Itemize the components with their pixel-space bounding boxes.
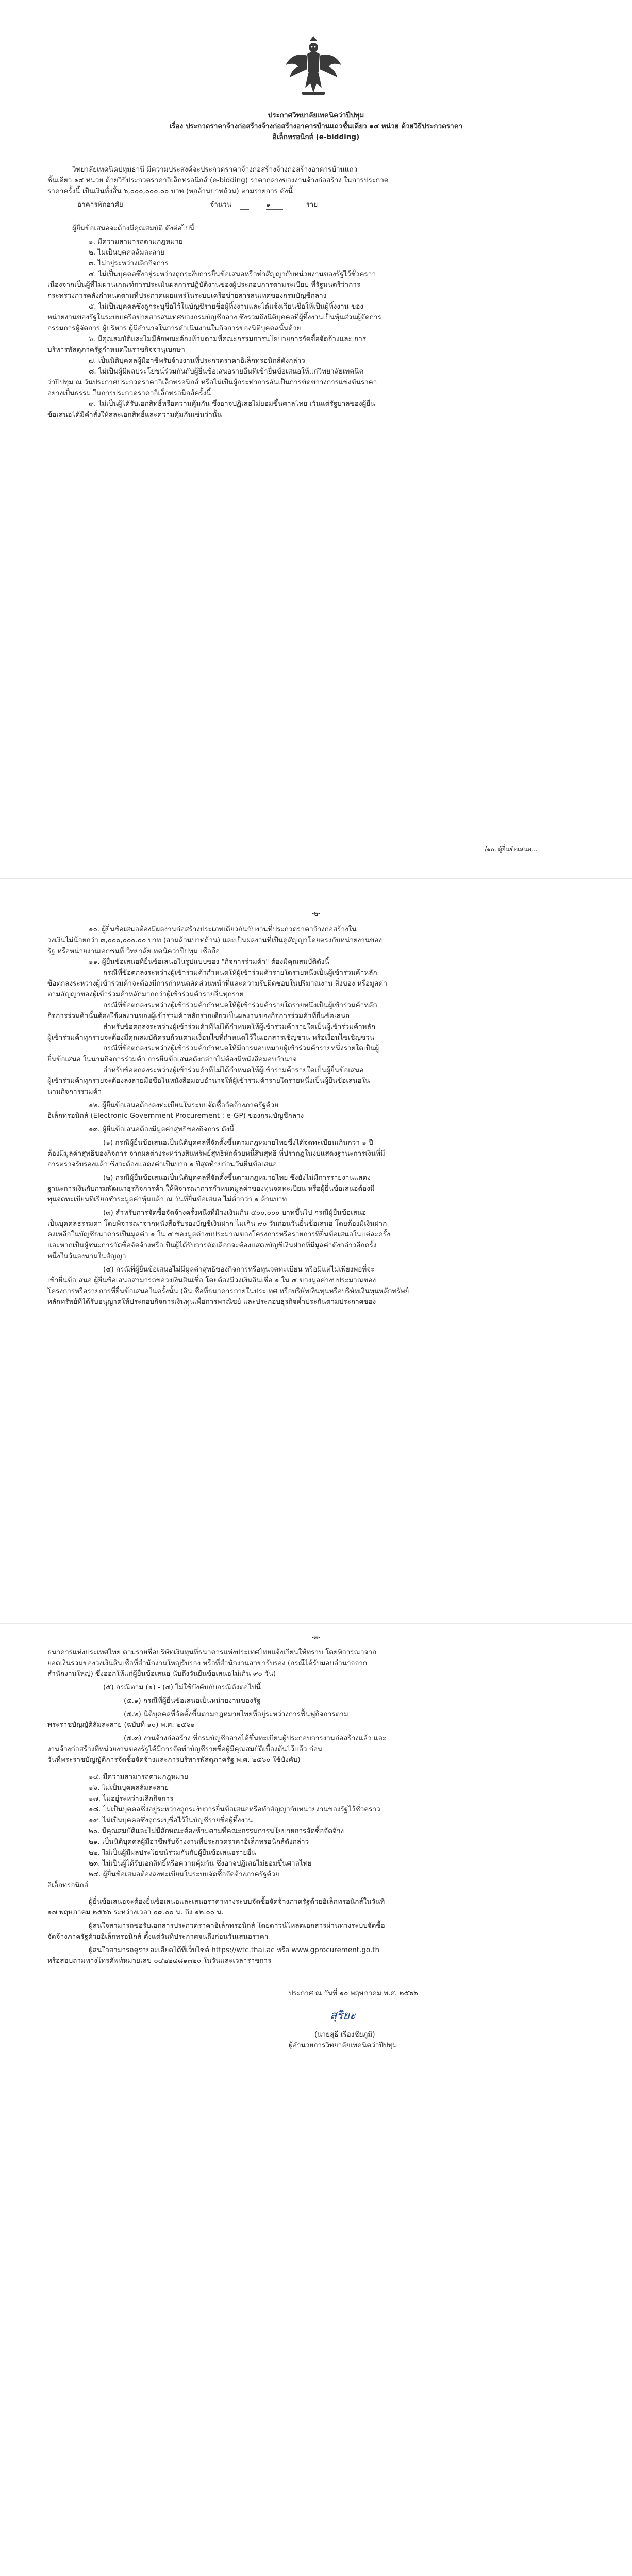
body-line: ยอดเงินรวมของวงเงินสินเชื่อที่สำนักงานใหญ่รับรอง หรือที่สำนักงานสาขารับรอง (กรณีได้รับมอบอำนาจจาก — [47, 1659, 368, 1667]
body-line: นามกิจการร่วมค้า — [47, 1088, 102, 1096]
body-line: วงเงินไม่น้อยกว่า ๓,๐๐๐,๐๐๐.๐๐ บาท (สามล้านบาทถ้วน) และเป็นผลงานที่เป็นคู่สัญญาโดยตรงกับหน่วยงานของ — [47, 936, 382, 944]
qual-line: กระทรวงการคลังกำหนดตามที่ประกาศเผยแพร่ในระบบเครือข่ายสารสนเทศของกรมบัญชีกลาง — [47, 292, 327, 300]
document-page-2 — [0, 894, 632, 1615]
list-line: ๑๗. ไม่อยู่ระหว่างเลิกกิจการ — [89, 1794, 174, 1803]
body-line: ยื่นข้อเสนอ ในนามกิจการร่วมค้า การยื่นข้อเสนอดังกล่าวไม่ต้องมีหนังสือมอบอำนาจ — [47, 1055, 297, 1063]
item-qty-label: จำนวน — [210, 200, 231, 209]
page-separator — [0, 878, 632, 879]
body-line: ธนาคารแห่งประเทศไทย ตามรายชื่อบริษัทเงินทุนที่ธนาคารแห่งประเทศไทยแจ้งเวียนให้ทราบ โดยพิจารณาจาก — [47, 1648, 377, 1656]
list-line: ๑๖. ไม่เป็นบุคคลล้มละลาย — [89, 1784, 169, 1792]
body-line: รัฐ หรือหน่วยงานเอกชนที่ วิทยาลัยเทคนิคว่าปีปทุม เชื่อถือ — [47, 947, 220, 955]
body-line: (๒) กรณีผู้ยื่นข้อเสนอเป็นนิติบุคคลที่จัดตั้งขึ้นตามกฎหมายไทย ซึ่งยังไม่มีการรายงานแสดง — [103, 1174, 371, 1182]
body-line: พระราชบัญญัติล้มละลาย (ฉบับที่ ๑๐) พ.ศ. ๒๕๖๑ — [47, 1721, 195, 1729]
intro-line-2: ชั้นเดียว ๑๔ หน่วย ด้วยวิธีประกวดราคาอิเล็กทรอนิกส์ (e-bidding) ราคากลางของงานจ้างก่อสร้าง ในการประกวด — [47, 176, 389, 184]
body-line: (๕.๓) งานจ้างก่อสร้าง ที่กรมบัญชีกลางได้ขึ้นทะเบียนผู้ประกอบการงานก่อสร้างแล้ว และ — [124, 1734, 387, 1742]
qual-line: อย่างเป็นธรรม ในการประกวดราคาอิเล็กทรอนิกส์ครั้งนี้ — [47, 389, 211, 397]
item-qty: ๑ — [240, 200, 296, 210]
qual-line: ๑. มีความสามารถตามกฎหมาย — [89, 238, 183, 246]
body-line: การตรวจรับรองแล้ว ซึ่งจะต้องแสดงค่าเป็นบวก ๑ ปีสุดท้ายก่อนวันยื่นข้อเสนอ — [47, 1160, 277, 1168]
body-line: (๕.๒) นิติบุคคลที่จัดตั้งขึ้นตามกฎหมายไทยที่อยู่ระหว่างการฟื้นฟูกิจการตาม — [124, 1710, 348, 1718]
qual-line: ว่าปีปทุม ณ วันประกาศประกวดราคาอิเล็กทรอนิกส์ หรือไม่เป็นผู้กระทำการอันเป็นการขัดขวางการแข่งขันราคา — [47, 378, 377, 386]
body-line: (๑) กรณีผู้ยื่นข้อเสนอเป็นนิติบุคคลที่จัดตั้งขึ้นตามกฎหมายไทยซึ่งได้จดทะเบียนเกินกว่า ๑ ปี — [103, 1139, 373, 1147]
intro-line-1: วิทยาลัยเทคนิคปทุมธานี มีความประสงค์จะประกวดราคาจ้างก่อสร้างจ้างก่อสร้างอาคารบ้านแถว — [72, 165, 358, 174]
body-line: ฐานะการเงินกับกรมพัฒนาธุรกิจการค้า ให้พิจารณาการกำหนดมูลค่าของทุนจดทะเบียน หรือผู้ยื่นข้อเสนอต้องมี — [47, 1184, 375, 1193]
document-page-1 — [0, 0, 632, 871]
body-line: (๔) กรณีที่ผู้ยื่นข้อเสนอไม่มีมูลค่าสุทธิของกิจการหรือทุนจดทะเบียน หรือมีแต่ไม่เพียงพอที่จะ — [103, 1265, 375, 1274]
body-line: (๕) กรณีตาม (๑) - (๔) ไม่ใช้บังคับกับกรณีดังต่อไปนี้ — [103, 1683, 261, 1691]
body-line: สำหรับข้อตกลงระหว่างผู้เข้าร่วมค้าที่ไม่ได้กำหนดให้ผู้เข้าร่วมค้ารายใดเป็นผู้เข้าร่วมค้าหลัก — [103, 1023, 376, 1031]
item-row — [77, 200, 318, 210]
body-line: ตามสัญญาของผู้เข้าร่วมค้าหลักมากกว่าผู้เข้าร่วมค้ารายอื่นทุกราย — [47, 990, 244, 998]
qual-line: เนื่องจากเป็นผู้ที่ไม่ผ่านเกณฑ์การประเมินผลการปฏิบัติงานของผู้ประกอบการตามระเบียบ ที่รัฐมนตรีว่าการ — [47, 281, 361, 289]
qual-line: หน่วยงานของรัฐในระบบเครือข่ายสารสนเทศของกรมบัญชีกลาง ซึ่งรวมถึงนิติบุคคลที่ผู้ทิ้งงานเป็นหุ้นส่วนผู้จัดการ — [47, 313, 381, 321]
body-line: ๑๑. ผู้ยื่นข้อเสนอที่ยื่นข้อเสนอในรูปแบบของ "กิจการร่วมค้า" ต้องมีคุณสมบัติดังนี้ — [89, 958, 329, 966]
body-line: (๓) สำหรับการจัดซื้อจัดจ้างครั้งหนึ่งที่มีวงเงินเกิน ๕๐๐,๐๐๐ บาทขึ้นไป กรณีผู้ยื่นข้อเสนอ — [103, 1209, 367, 1217]
page-number: -๒- — [311, 910, 321, 917]
qual-line: ๔. ไม่เป็นบุคคลซึ่งอยู่ระหว่างถูกระงับการยื่นข้อเสนอหรือทำสัญญากับหน่วยงานของรัฐไว้ชั่วคราว — [89, 270, 376, 278]
body-line: เข้ายื่นข้อเสนอ ผู้ยื่นข้อเสนอสามารถขอวงเงินสินเชื่อ โดยต้องมีวงเงินสินเชื่อ ๑ ใน ๔ ของมูลค่างบประมาณของ — [47, 1276, 376, 1284]
item-name: อาคารพักอาศัย — [77, 200, 123, 209]
qual-line: ข้อเสนอได้มีคำสั่งให้สละเอกสิทธิ์และความคุ้มกันเช่นว่านั้น — [47, 411, 222, 419]
qual-line: ๒. ไม่เป็นบุคคลล้มละลาย — [89, 248, 164, 257]
qual-line: ๓. ไม่อยู่ระหว่างเลิกกิจการ — [89, 259, 169, 267]
qual-title: ผู้ยื่นข้อเสนอจะต้องมีคุณสมบัติ ดังต่อไปนี้ — [72, 224, 195, 232]
list-line: ๒๓. ไม่เป็นผู้ได้รับเอกสิทธิ์หรือความคุ้มกัน ซึ่งอาจปฏิเสธไม่ยอมขึ้นศาลไทย — [89, 1859, 312, 1868]
garuda-emblem-icon — [282, 36, 344, 98]
item-unit: ราย — [306, 200, 318, 209]
body-line: วันที่พระราชบัญญัติการจัดซื้อจัดจ้างและการบริหารพัสดุภาครัฐ พ.ศ. ๒๕๖๐ ใช้บังคับ) — [47, 1756, 301, 1764]
body-line: อิเล็กทรอนิกส์ (Electronic Government Procurement : e-GP) ของกรมบัญชีกลาง — [47, 1112, 304, 1120]
body-line: ข้อตกลงระหว่างผู้เข้าร่วมค้าจะต้องมีการกำหนดสัดส่วนหน้าที่และความรับผิดชอบในปริมาณงาน สิ่งของ หรือมูลค่า — [47, 979, 387, 988]
header-subject: เรื่อง ประกวดราคาจ้างก่อสร้างจ้างก่อสร้างอาคารบ้านแถวชั้นเดียว ๑๔ หน่วย ด้วยวิธีประกวดราคา — [169, 122, 463, 130]
qual-line: ๗. เป็นนิติบุคคลผู้มีอาชีพรับจ้างงานที่ประกวดราคาอิเล็กทรอนิกส์ดังกล่าว — [89, 357, 305, 365]
page-number: -๓- — [311, 1634, 321, 1641]
list-line: ๒๐. มีคุณสมบัติและไม่มีลักษณะต้องห้ามตามที่คณะกรรมการนโยบายการจัดซื้อจัดจ้าง — [89, 1827, 344, 1835]
body-line: สำนักงานใหญ่) ซึ่งออกให้แก่ผู้ยื่นข้อเสนอ นับถึงวันยื่นข้อเสนอไม่เกิน ๙๐ วัน) — [47, 1670, 276, 1678]
qual-line: กรรมการผู้จัดการ ผู้บริหาร ผู้มีอำนาจในการดำเนินงานในกิจการของนิติบุคคลนั้นด้วย — [47, 324, 301, 332]
body-line: เป็นบุคคลธรรมดา โดยพิจารณาจากหนังสือรับรองบัญชีเงินฝาก ไม่เกิน ๙๐ วันก่อนวันยื่นข้อเสนอ โดยต้องมีเงินฝาก — [47, 1219, 387, 1228]
list-line: ๑๘. ไม่เป็นบุคคลซึ่งอยู่ระหว่างถูกระงับการยื่นข้อเสนอหรือทำสัญญากับหน่วยงานของรัฐไว้ชั่วคราว — [89, 1805, 380, 1814]
page-continuation: /๑๐. ผู้ยื่นข้อเสนอ... — [485, 845, 538, 853]
closing-line: หรือสอบถามทางโทรศัพท์หมายเลข ๐๔๒๒๔๘๑๓๒๐ ในวันและเวลาราชการ — [47, 1957, 272, 1965]
header-org: ประกาศวิทยาลัยเทคนิคว่าปีปทุม — [268, 111, 364, 120]
list-line: ๑๔. มีความสามารถตามกฎหมาย — [89, 1773, 188, 1781]
body-line: ๑๐. ผู้ยื่นข้อเสนอต้องมีผลงานก่อสร้างประเภทเดียวกันกับงานที่ประกวดราคาจ้างก่อสร้างใน — [89, 925, 357, 934]
body-line: กรณีที่ข้อตกลงระหว่างผู้เข้าร่วมค้ากำหนดให้ผู้เข้าร่วมค้ารายใดรายหนึ่งเป็นผู้เข้าร่วมค้าหลัก — [103, 969, 377, 977]
body-line: สำหรับข้อตกลงระหว่างผู้เข้าร่วมค้าที่ไม่ได้กำหนดให้ผู้เข้าร่วมค้ารายใดเป็นผู้ยื่นข้อเสนอ — [103, 1066, 364, 1074]
body-line: งานจ้างก่อสร้างที่หน่วยงานของรัฐได้มีการจัดทำบัญชีรายชื่อผู้มีคุณสมบัติเบื้องต้นไว้แล้ว ก่อน — [47, 1745, 323, 1753]
body-line: (๕.๑) กรณีที่ผู้ยื่นข้อเสนอเป็นหน่วยงานของรัฐ — [124, 1697, 261, 1705]
body-line: กรณีที่ข้อตกลงระหว่างผู้เข้าร่วมค้ากำหนดให้ผู้เข้าร่วมค้ารายใดรายหนึ่งเป็นผู้เข้าร่วมค้าหลัก — [103, 1001, 377, 1009]
closing-line: จัดจ้างภาครัฐด้วยอิเล็กทรอนิกส์ ตั้งแต่วันที่ประกาศจนถึงก่อนวันเสนอราคา — [47, 1933, 269, 1941]
body-line: กิจการร่วมค้านั้นต้องใช้ผลงานของผู้เข้าร่วมค้าหลักรายเดียวเป็นผลงานของกิจการร่วมค้าที่ยื่นข้อเสนอ — [47, 1012, 350, 1020]
list-line: ๒๔. ผู้ยื่นข้อเสนอต้องลงทะเบียนในระบบจัดซื้อจัดจ้างภาครัฐด้วย — [89, 1870, 279, 1878]
announce-date: ประกาศ ณ วันที่ ๑๐ พฤษภาคม พ.ศ. ๒๕๖๖ — [289, 1989, 418, 1997]
qual-line: ๙. ไม่เป็นผู้ได้รับเอกสิทธิ์หรือความคุ้มกัน ซึ่งอาจปฏิเสธไม่ยอมขึ้นศาลไทย เว้นแต่รัฐบาลของผู้ยื่น — [89, 400, 375, 408]
document-page-3 — [0, 1633, 632, 2576]
qual-line: ๕. ไม่เป็นบุคคลซึ่งถูกระบุชื่อไว้ในบัญชีรายชื่อผู้ทิ้งงานและได้แจ้งเวียนชื่อให้เป็นผู้ทิ้งงาน ของ — [89, 302, 363, 311]
signature: สุริยะ — [330, 2009, 356, 2022]
body-line: ทุนจดทะเบียนที่เรียกชำระมูลค่าหุ้นแล้ว ณ วันที่ยื่นข้อเสนอ ไม่ต่ำกว่า ๑ ล้านบาท — [47, 1195, 287, 1204]
list-line: ๑๙. ไม่เป็นบุคคลซึ่งถูกระบุชื่อไว้ในบัญชีรายชื่อผู้ทิ้งงาน — [89, 1816, 253, 1824]
list-line: ๒๒. ไม่เป็นผู้มีผลประโยชน์ร่วมกันกับผู้ยื่นข้อเสนอรายอื่น — [89, 1849, 256, 1857]
qual-line: ๖. มีคุณสมบัติและไม่มีลักษณะต้องห้ามตามที่คณะกรรมการนโยบายการจัดซื้อจัดจ้างและ การ — [89, 335, 367, 343]
qual-line: บริหารพัสดุภาครัฐกำหนดในราชกิจจานุเบกษา — [47, 346, 185, 354]
body-line: ผู้เข้าร่วมค้าทุกรายจะต้องลงลายมือชื่อในหนังสือมอบอำนาจให้ผู้เข้าร่วมค้ารายใดรายหนึ่งเป็นผู้ยื่นข้อเสนอใน — [47, 1077, 370, 1085]
body-line: และหากเป็นผู้ชนะการจัดซื้อจัดจ้างหรือเป็นผู้ได้รับการคัดเลือกจะต้องแสดงบัญชีเงินฝากที่มีมูลค่าดังกล่าวอีกครั้ง — [47, 1241, 377, 1249]
body-line: ๑๓. ผู้ยื่นข้อเสนอต้องมีมูลค่าสุทธิของกิจการ ดังนี้ — [89, 1125, 235, 1133]
signer-position: ผู้อำนวยการวิทยาลัยเทคนิคว่าปีปทุม — [289, 2041, 397, 2049]
body-line: ผู้เข้าร่วมค้าทุกรายจะต้องมีคุณสมบัติครบถ้วนตามเงื่อนไขที่กำหนดไว้ในเอกสารเชิญชวน หรือเงื่อนไขเชิญชวน — [47, 1033, 375, 1042]
body-line: ต้องมีมูลค่าสุทธิของกิจการ จากผลต่างระหว่างสินทรัพย์สุทธิหักด้วยหนี้สินสุทธิ ที่ปรากฏในงบแสดงฐานะการเงินที่มี — [47, 1149, 385, 1158]
closing-line: ๑๗ พฤษภาคม ๒๕๖๖ ระหว่างเวลา ๐๙.๐๐ น. ถึง ๑๒.๐๐ น. — [47, 1908, 224, 1917]
body-line: โครงการหรือรายการที่ยื่นข้อเสนอในครั้งนั้น (สินเชื่อที่ธนาคารภายในประเทศ หรือบริษัทเงินทุนหรือบริษัทเงินทุนหลักทรัพย์ — [47, 1287, 409, 1295]
body-line: หลักทรัพย์ที่ได้รับอนุญาตให้ประกอบกิจการเงินทุนเพื่อการพาณิชย์ และประกอบธุรกิจค้ำประกันตามประกาศของ — [47, 1298, 376, 1306]
body-line: หนึ่งในวันลงนามในสัญญา — [47, 1252, 126, 1260]
body-line: ๑๒. ผู้ยื่นข้อเสนอต้องลงทะเบียนในระบบจัดซื้อจัดจ้างภาครัฐด้วย — [89, 1101, 279, 1109]
closing-line: ผู้ยื่นข้อเสนอจะต้องยื่นข้อเสนอและเสนอราคาทางระบบจัดซื้อจัดจ้างภาครัฐด้วยอิเล็กทรอนิกส์ในวันที่ — [89, 1897, 385, 1906]
closing-line: ผู้สนใจสามารถขอรับเอกสารประกวดราคาอิเล็กทรอนิกส์ โดยดาวน์โหลดเอกสารผ่านทางระบบจัดซื้อ — [89, 1922, 385, 1930]
qual-line: ๘. ไม่เป็นผู้มีผลประโยชน์ร่วมกันกับผู้ยื่นข้อเสนอรายอื่นที่เข้ายื่นข้อเสนอให้แก่วิทยาลัยเทคนิค — [89, 367, 364, 376]
list-line: ๒๑. เป็นนิติบุคคลผู้มีอาชีพรับจ้างงานที่ประกวดราคาอิเล็กทรอนิกส์ดังกล่าว — [89, 1838, 309, 1846]
closing-line: ผู้สนใจสามารถดูรายละเอียดได้ที่เว็บไซต์ https://wtc.thai.ac หรือ www.gprocurement.go.th — [89, 1946, 380, 1954]
body-line: คงเหลือในบัญชีธนาคารเป็นมูลค่า ๑ ใน ๔ ของมูลค่างบประมาณของโครงการหรือรายการที่ยื่นข้อเสนอในแต่ละครั้ง — [47, 1230, 390, 1239]
header-subject-2: อิเล็กทรอนิกส์ (e-bidding) — [272, 133, 360, 141]
intro-line-3: ราคาครั้งนี้ เป็นเงินทั้งสิ้น ๖,๐๐๐,๐๐๐.๐๐ บาท (หกล้านบาทถ้วน) ตามรายการ ดังนี้ — [47, 187, 293, 195]
page-separator — [0, 1623, 632, 1624]
signer-name: (นายสุธี เรืองชัยภูมิ) — [314, 2030, 375, 2039]
list-line: อิเล็กทรอนิกส์ — [47, 1881, 89, 1889]
body-line: กรณีที่ข้อตกลงระหว่างผู้เข้าร่วมค้ากำหนดให้มีการมอบหมายผู้เข้าร่วมค้ารายหนึ่งรายใดเป็นผู้ — [103, 1044, 379, 1053]
